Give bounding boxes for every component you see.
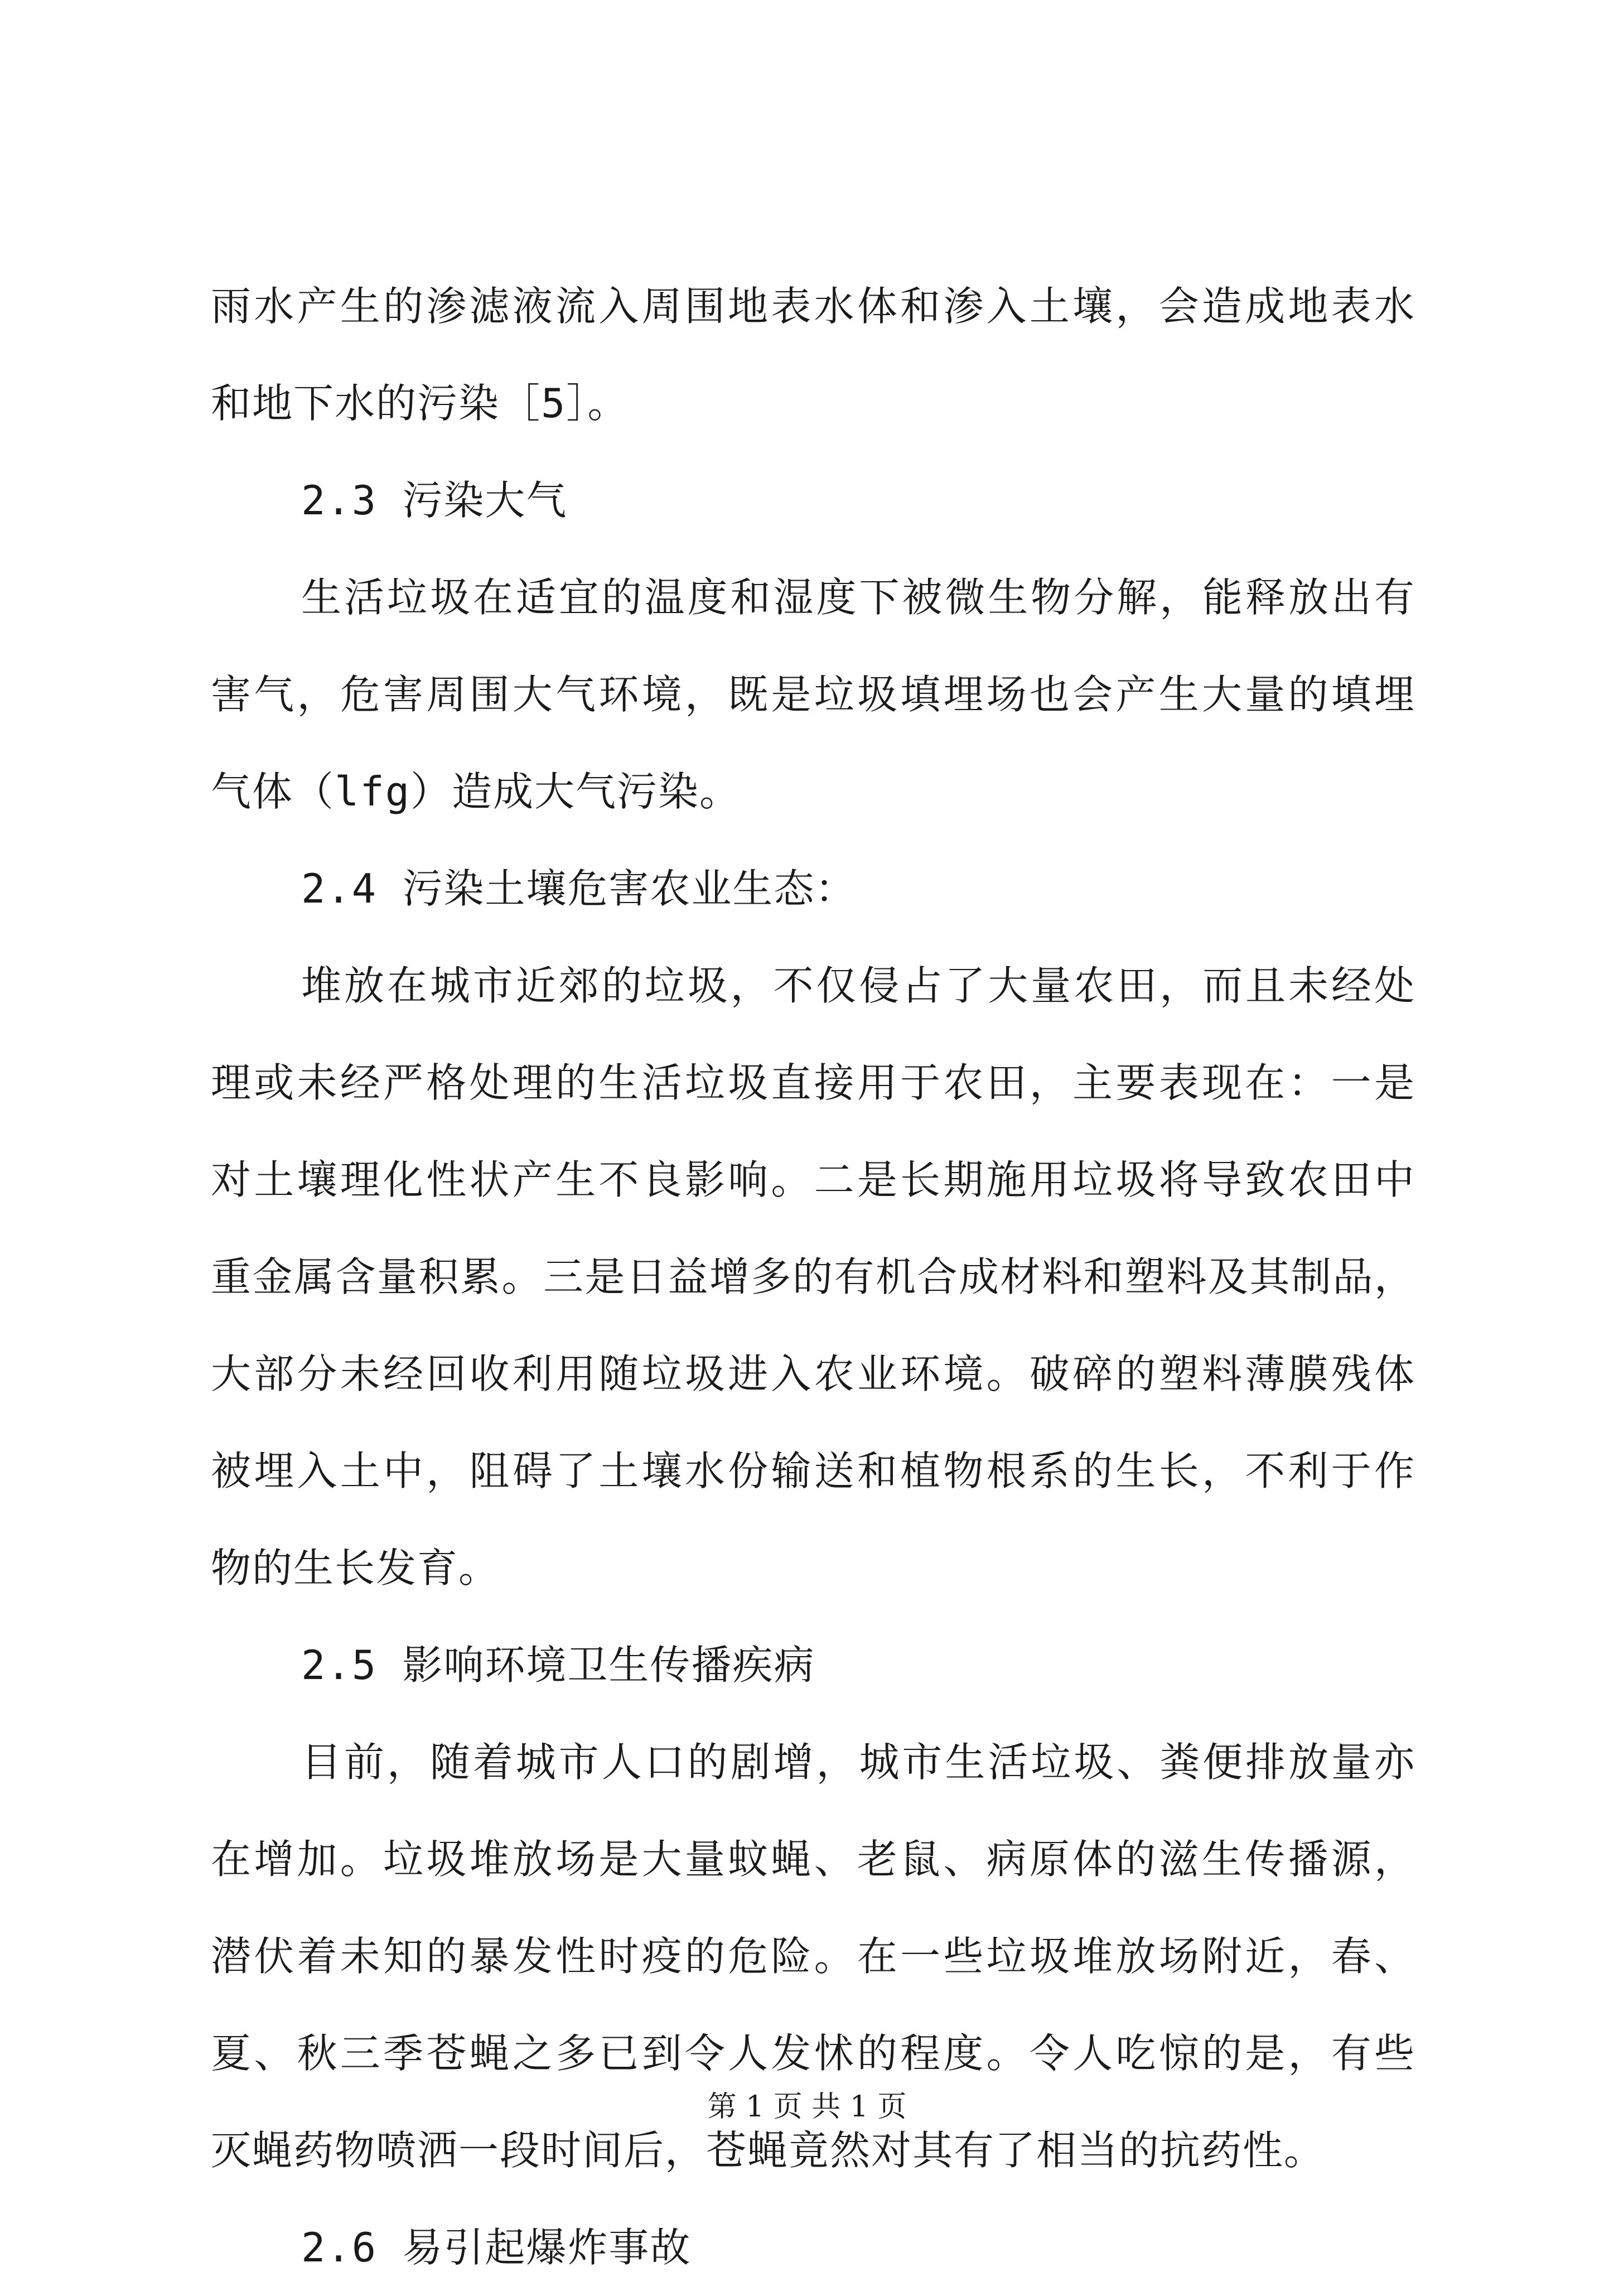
section-heading-2-3: 2.3 污染大气 (301, 477, 568, 524)
paragraph-line: 重金属含量积累。三是日益增多的有机合成材料和塑料及其制品， (211, 1253, 1415, 1300)
paragraph-line: 和地下水的污染［5］。 (211, 380, 629, 427)
document-body (211, 258, 1415, 2296)
paragraph-line: 物的生长发育。 (211, 1545, 500, 1591)
paragraph-line: 生活垃圾在适宜的温度和湿度下被微生物分解，能释放出有 (301, 574, 1415, 621)
paragraph-line: 气体（lfg）造成大气污染。 (211, 768, 741, 815)
paragraph-line: 被埋入土中，阻碍了土壤水份输送和植物根系的生长，不利于作 (211, 1448, 1415, 1494)
paragraph-line: 潜伏着未知的暴发性时疫的危险。在一些垃圾堆放场附近，春、 (211, 1933, 1415, 1980)
paragraph-line: 灭蝇药物喷洒一段时间后，苍蝇竟然对其有了相当的抗药性。 (211, 2127, 1326, 2174)
section-heading-2-5: 2.5 影响环境卫生传播疾病 (301, 1642, 815, 1689)
paragraph-line: 堆放在城市近郊的垃圾，不仅侵占了大量农田，而且未经处 (301, 962, 1415, 1009)
section-heading-2-6: 2.6 易引起爆炸事故 (301, 2224, 692, 2271)
paragraph-line: 夏、秋三季苍蝇之多已到令人发怵的程度。令人吃惊的是，有些 (211, 2030, 1415, 2077)
section-heading-2-4: 2.4 污染土壤危害农业生态： (301, 865, 857, 912)
paragraph-line: 在增加。垃圾堆放场是大量蚊蝇、老鼠、病原体的滋生传播源， (211, 1836, 1415, 1883)
paragraph-line: 目前，随着城市人口的剧增，城市生活垃圾、粪便排放量亦 (301, 1739, 1415, 1786)
paragraph-line: 害气，危害周围大气环境，既是垃圾填埋场也会产生大量的填埋 (211, 671, 1415, 718)
paragraph-line: 大部分未经回收利用随垃圾进入农业环境。破碎的塑料薄膜残体 (211, 1350, 1415, 1397)
paragraph-line: 雨水产生的渗滤液流入周围地表水体和渗入土壤，会造成地表水 (211, 283, 1415, 330)
paragraph-line: 对土壤理化性状产生不良影响。二是长期施用垃圾将导致农田中 (211, 1156, 1415, 1203)
page-footer: 第 1 页 共 1 页 (707, 2090, 907, 2124)
paragraph-line: 理或未经严格处理的生活垃圾直接用于农田，主要表现在：一是 (211, 1059, 1415, 1106)
